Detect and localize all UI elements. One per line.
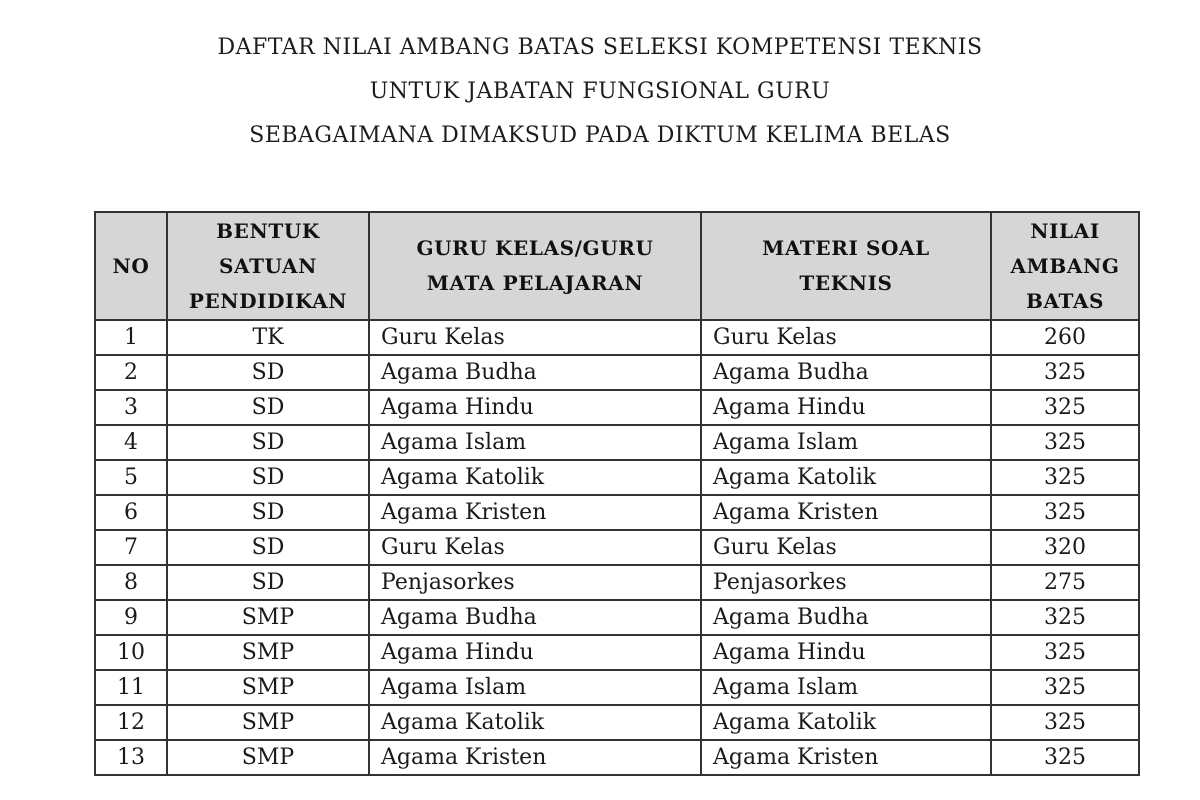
header-guru-kelas-mata-pelajaran xyxy=(369,212,701,320)
cell-materi: Guru Kelas xyxy=(701,320,991,355)
header-line: GURU KELAS/GURU xyxy=(416,236,654,260)
table-row xyxy=(95,320,1139,355)
table-row xyxy=(95,705,1139,740)
cell-satuan: SD xyxy=(167,390,369,425)
header-line: AMBANG xyxy=(1010,253,1120,278)
header-line: PENDIDIKAN xyxy=(188,288,348,313)
header-line: SATUAN xyxy=(219,253,317,278)
cell-no: 2 xyxy=(95,355,167,390)
header-line: MATA PELAJARAN xyxy=(426,271,644,295)
cell-satuan: SD xyxy=(167,495,369,530)
cell-materi: Agama Islam xyxy=(701,425,991,460)
cell-satuan: SD xyxy=(167,565,369,600)
cell-nilai: 325 xyxy=(991,670,1139,705)
table-row xyxy=(95,390,1139,425)
table-row xyxy=(95,600,1139,635)
cell-guru: Agama Islam xyxy=(369,425,701,460)
cell-guru: Agama Kristen xyxy=(369,740,701,775)
cell-guru: Agama Islam xyxy=(369,670,701,705)
table-row xyxy=(95,635,1139,670)
cell-materi: Agama Katolik xyxy=(701,705,991,740)
header-line: NILAI xyxy=(1030,218,1100,243)
title-line-1: DAFTAR NILAI AMBANG BATAS SELEKSI KOMPETENSI TEKNIS xyxy=(217,35,983,60)
cell-satuan: SMP xyxy=(167,740,369,775)
table-row xyxy=(95,670,1139,705)
header-line: BENTUK xyxy=(216,218,320,243)
cell-satuan: SMP xyxy=(167,635,369,670)
header-line: MATERI SOAL xyxy=(762,236,930,260)
cell-no: 11 xyxy=(95,670,167,705)
cell-guru: Guru Kelas xyxy=(369,320,701,355)
cell-satuan: SMP xyxy=(167,670,369,705)
cell-no: 10 xyxy=(95,635,167,670)
cell-satuan: SMP xyxy=(167,600,369,635)
title-line-3: SEBAGAIMANA DIMAKSUD PADA DIKTUM KELIMA BELAS xyxy=(249,123,951,148)
header-row xyxy=(95,212,1139,320)
document-title xyxy=(0,26,1200,158)
header-line: BATAS xyxy=(1025,288,1105,313)
cell-materi: Penjasorkes xyxy=(701,565,991,600)
cell-materi: Agama Hindu xyxy=(701,635,991,670)
cell-guru: Agama Hindu xyxy=(369,390,701,425)
cell-guru: Agama Kristen xyxy=(369,495,701,530)
cell-satuan: SD xyxy=(167,460,369,495)
title-line-2: UNTUK JABATAN FUNGSIONAL GURU xyxy=(369,79,831,104)
table-row xyxy=(95,460,1139,495)
header-nilai-ambang-batas xyxy=(991,212,1139,320)
cell-no: 13 xyxy=(95,740,167,775)
cell-materi: Agama Islam xyxy=(701,670,991,705)
cell-guru: Agama Budha xyxy=(369,355,701,390)
cell-no: 6 xyxy=(95,495,167,530)
cell-no: 1 xyxy=(95,320,167,355)
header-bentuk-satuan-pendidikan xyxy=(167,212,369,320)
table-row xyxy=(95,495,1139,530)
cell-satuan: SMP xyxy=(167,705,369,740)
cell-nilai: 275 xyxy=(991,565,1139,600)
cell-satuan: SD xyxy=(167,425,369,460)
header-line: TEKNIS xyxy=(799,271,893,295)
cell-nilai: 325 xyxy=(991,600,1139,635)
cell-no: 8 xyxy=(95,565,167,600)
cell-no: 3 xyxy=(95,390,167,425)
cell-materi: Agama Katolik xyxy=(701,460,991,495)
cell-guru: Penjasorkes xyxy=(369,565,701,600)
threshold-table xyxy=(94,211,1140,776)
cell-materi: Agama Kristen xyxy=(701,495,991,530)
cell-no: 9 xyxy=(95,600,167,635)
table-row xyxy=(95,565,1139,600)
cell-materi: Agama Kristen xyxy=(701,740,991,775)
cell-nilai: 325 xyxy=(991,495,1139,530)
cell-guru: Agama Hindu xyxy=(369,635,701,670)
table-row xyxy=(95,425,1139,460)
cell-guru: Agama Katolik xyxy=(369,705,701,740)
cell-satuan: TK xyxy=(167,320,369,355)
table-header xyxy=(95,212,1139,320)
cell-materi: Agama Budha xyxy=(701,600,991,635)
cell-nilai: 325 xyxy=(991,425,1139,460)
cell-nilai: 260 xyxy=(991,320,1139,355)
cell-nilai: 325 xyxy=(991,705,1139,740)
cell-nilai: 325 xyxy=(991,355,1139,390)
cell-no: 7 xyxy=(95,530,167,565)
cell-no: 4 xyxy=(95,425,167,460)
cell-nilai: 325 xyxy=(991,635,1139,670)
cell-no: 12 xyxy=(95,705,167,740)
cell-satuan: SD xyxy=(167,355,369,390)
table-row xyxy=(95,530,1139,565)
cell-nilai: 325 xyxy=(991,740,1139,775)
cell-materi: Agama Hindu xyxy=(701,390,991,425)
table-body xyxy=(95,320,1139,775)
cell-guru: Agama Katolik xyxy=(369,460,701,495)
cell-nilai: 325 xyxy=(991,390,1139,425)
header-no xyxy=(95,212,167,320)
cell-guru: Agama Budha xyxy=(369,600,701,635)
cell-nilai: 325 xyxy=(991,460,1139,495)
cell-guru: Guru Kelas xyxy=(369,530,701,565)
table-row xyxy=(95,355,1139,390)
table-row xyxy=(95,740,1139,775)
cell-satuan: SD xyxy=(167,530,369,565)
cell-no: 5 xyxy=(95,460,167,495)
cell-materi: Guru Kelas xyxy=(701,530,991,565)
header-no-line: NO xyxy=(112,253,150,278)
header-materi-soal-teknis xyxy=(701,212,991,320)
cell-nilai: 320 xyxy=(991,530,1139,565)
cell-materi: Agama Budha xyxy=(701,355,991,390)
